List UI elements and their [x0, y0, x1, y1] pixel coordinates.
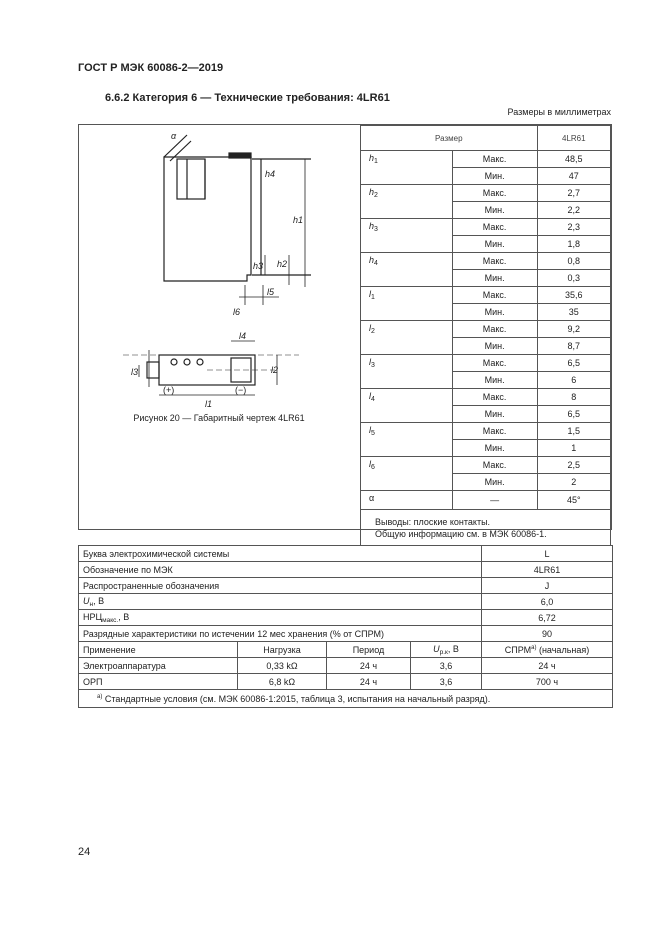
label-l3: l3	[131, 367, 139, 377]
dim-max-value: 6,5	[537, 355, 610, 372]
dim-max-label: Макс.	[452, 219, 537, 236]
table-row: $U_н$, В 6,0	[79, 594, 613, 610]
dim-min-label: Мин.	[452, 236, 537, 253]
dim-max-label: Макс.	[452, 389, 537, 406]
figure-caption: Рисунок 20 — Габаритный чертеж 4LR61	[133, 413, 305, 423]
dim-min-label: Мин.	[452, 304, 537, 321]
label-l6: l6	[233, 307, 241, 317]
dim-symbol: $l_3$	[361, 355, 453, 389]
dim-min-value: 8,7	[537, 338, 610, 355]
dim-max-value: 8	[537, 389, 610, 406]
label-l1: l1	[205, 399, 213, 409]
dim-max-label: Макс.	[452, 423, 537, 440]
label-h2: h2	[277, 259, 288, 269]
dim-max-value: 2,7	[537, 185, 610, 202]
dim-max-value: 2,5	[537, 457, 610, 474]
dim-symbol: $h_4$	[361, 253, 453, 287]
dim-min-value: 2,2	[537, 202, 610, 219]
dim-alpha-label: —	[452, 491, 537, 510]
dim-symbol: $l_2$	[361, 321, 453, 355]
table-row: Разрядные характеристики по истечении 12 мес хранения (% от СПРМ) 90	[79, 626, 613, 642]
dim-header-model: 4LR61	[537, 126, 610, 151]
dim-symbol: α	[361, 491, 453, 510]
dim-symbol: $l_6$	[361, 457, 453, 491]
dim-max-value: 0,8	[537, 253, 610, 270]
dim-row-max	[361, 321, 611, 338]
dim-max-label: Макс.	[452, 253, 537, 270]
dim-min-label: Мин.	[452, 406, 537, 423]
dimension-drawing	[79, 125, 360, 415]
dim-min-value: 2	[537, 474, 610, 491]
label-h3: h3	[253, 261, 264, 271]
figure-frame	[78, 124, 612, 539]
dim-min-value: 1,8	[537, 236, 610, 253]
dim-min-value: 0,3	[537, 270, 610, 287]
table-footnote-row: $^{а)}$ Стандартные условия (см. МЭК 60086-1:2015, таблица 3, испытания на начальный разряд).	[79, 690, 613, 708]
dim-row-max	[361, 457, 611, 474]
dim-min-value: 1	[537, 440, 610, 457]
dim-header-size: Размер	[361, 126, 538, 151]
dim-min-label: Мин.	[452, 270, 537, 287]
dim-max-value: 9,2	[537, 321, 610, 338]
dim-min-label: Мин.	[452, 474, 537, 491]
table-row: Обозначение по МЭК 4LR61	[79, 562, 613, 578]
dim-row-max	[361, 389, 611, 406]
label-l2: l2	[271, 365, 279, 375]
units-note: Размеры в миллиметрах	[507, 107, 611, 117]
dim-symbol: $h_3$	[361, 219, 453, 253]
table-row: Буква электрохимической системы L	[79, 546, 613, 562]
dim-symbol: $l_4$	[361, 389, 453, 423]
dim-max-value: 48,5	[537, 151, 610, 168]
dim-max-value: 35,6	[537, 287, 610, 304]
table-row: Распространенные обозначения J	[79, 578, 613, 594]
label-l5: l5	[267, 287, 275, 297]
dim-row-max	[361, 423, 611, 440]
dim-row-max	[361, 219, 611, 236]
table-row: $НРЦ_{макс.}$, В 6,72	[79, 610, 613, 626]
page-number: 24	[78, 846, 91, 858]
dim-max-label: Макс.	[452, 151, 537, 168]
dim-symbol: $l_5$	[361, 423, 453, 457]
dim-row-alpha	[361, 491, 611, 510]
dim-row-max	[361, 287, 611, 304]
table-row: ОРП 6,8 kΩ 24 ч 3,6 700 ч	[79, 674, 613, 690]
label-h4: h4	[265, 169, 276, 179]
dim-min-label: Мин.	[452, 202, 537, 219]
dim-min-value: 47	[537, 168, 610, 185]
dim-max-label: Макс.	[452, 355, 537, 372]
dimension-table	[360, 125, 611, 546]
table-row: Электроаппаратура 0,33 kΩ 24 ч 3,6 24 ч	[79, 658, 613, 674]
dim-row-max	[361, 151, 611, 168]
dim-max-value: 1,5	[537, 423, 610, 440]
dim-min-label: Мин.	[452, 372, 537, 389]
dim-max-label: Макс.	[452, 457, 537, 474]
dim-min-label: Мин.	[452, 338, 537, 355]
dim-min-label: Мин.	[452, 440, 537, 457]
dim-symbol: $h_2$	[361, 185, 453, 219]
dim-row-max	[361, 253, 611, 270]
dim-note: Выводы: плоские контакты. Общую информацию см. в МЭК 60086-1.	[361, 510, 611, 547]
dim-min-value: 6	[537, 372, 610, 389]
label-minus: (−)	[235, 385, 247, 395]
label-alpha: α	[171, 131, 177, 141]
dim-max-label: Макс.	[452, 185, 537, 202]
dim-max-label: Макс.	[452, 287, 537, 304]
dim-max-label: Макс.	[452, 321, 537, 338]
dim-min-value: 6,5	[537, 406, 610, 423]
dim-min-value: 35	[537, 304, 610, 321]
dim-note-row	[361, 510, 611, 547]
dim-symbol: $h_1$	[361, 151, 453, 185]
label-h1: h1	[293, 215, 304, 225]
specifications-table	[78, 545, 613, 708]
dim-max-value: 2,3	[537, 219, 610, 236]
dim-row-max	[361, 185, 611, 202]
dim-row-max	[361, 355, 611, 372]
label-l4: l4	[239, 331, 247, 341]
document-header: ГОСТ Р МЭК 60086-2—2019	[78, 62, 224, 74]
label-plus: (+)	[163, 385, 175, 395]
dim-min-label: Мин.	[452, 168, 537, 185]
section-title: 6.6.2 Категория 6 — Технические требования: 4LR61	[105, 92, 390, 104]
dim-symbol: $l_1$	[361, 287, 453, 321]
dim-alpha-value: 45°	[537, 491, 610, 510]
table-header-row: Применение Нагрузка Период $U_{р.к}$, В $СПРМ^{а)}$ (начальная)	[79, 642, 613, 658]
